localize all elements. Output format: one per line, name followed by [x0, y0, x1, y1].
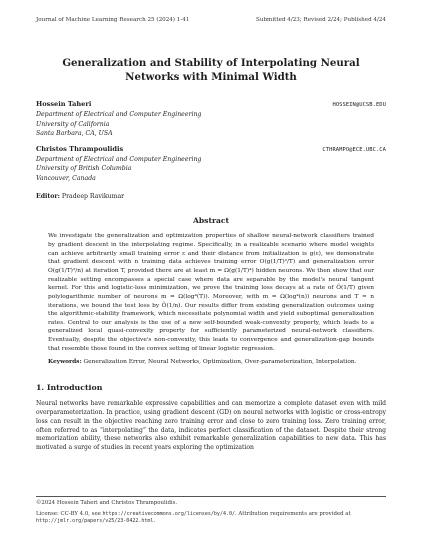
abstract-text: We investigate the generalization and optimization properties of shallow neural-network classifiers trained by gradient descent in the interpolating regime. Specifically, in a realizable scenario where model weights can achieve arbitrarily small training error ε and their distance from initialization is g(ε), we demonstrate that gradient descent with n training data achieves training error O(g(1/T)²/T) and generalization error O(g(1/T)²/n) at iteration T, provided there are at least m = Ω(g(1/T)⁴) hidden neurons. We then show that our realizable setting encompasses a special case where data are separable by the model's neural tangent kernel. For this and logistic-loss minimization, we prove the training loss decays at a rate of Õ(1/T) given polylogarithmic number of neurons m = Ω(log⁴(T)). Moreover, with m = Ω(log⁴(n)) neurons and T ≈ n iterations, we bound the test loss by Õ(1/n). Our results differ from existing generalization outcomes using the algorithmic-stability framework, which necessitate polynomial width and yield suboptimal generalization rates. Central to our analysis is the use of a new self-bounded weak-convexity property, which leads to a generalized local quasi-convexity property for sufficiently parameterized neural-network classifiers. Eventually, despite the objective's non-convexity, this leads to convergence and generalization-gap bounds that resemble those found in the convex setting of linear logistic regression.	[48, 233, 374, 352]
affiliation-line: Department of Electrical and Computer Engineering	[36, 111, 202, 119]
affiliation-line: Department of Electrical and Computer Engineering	[36, 156, 202, 164]
keywords-label: Keywords:	[48, 359, 82, 366]
author-email[interactable]: HOSSEIN@UCSB.EDU	[332, 102, 386, 108]
author-name: Christos Thrampoulidis	[36, 144, 124, 153]
editor-name: Pradeep Ravikumar	[61, 193, 125, 201]
license-end: .	[153, 518, 156, 525]
license-notice	[36, 511, 386, 526]
running-header	[36, 17, 386, 23]
author-1	[36, 100, 386, 139]
journal-info: Journal of Machine Learning Research 25 (2024) 1-41	[36, 17, 190, 23]
editor-line	[36, 193, 386, 200]
affiliation-line: Vancouver, Canada	[36, 174, 96, 182]
author-name: Hossein Taheri	[36, 100, 92, 108]
submission-dates: Submitted 4/23; Revised 2/24; Published 4/24	[256, 17, 386, 23]
page-footer	[36, 496, 386, 526]
affiliation-line: University of California	[36, 120, 110, 128]
author-block	[36, 100, 386, 183]
author-2	[36, 145, 386, 184]
license-prefix: License: CC-BY 4.0, see	[36, 510, 101, 517]
keywords-text: Generalization Error, Neural Networks, Optimization, Over-parameterization, Interpolation.	[83, 359, 357, 366]
license-link[interactable]: https://creativecommons.org/licenses/by/4.0/	[102, 510, 235, 517]
section-heading-introduction: 1. Introduction	[36, 383, 103, 393]
editor-label: Editor:	[36, 193, 60, 201]
abstract-body	[48, 232, 374, 353]
license-mid: . Attribution requirements are provided at	[235, 510, 351, 517]
affiliation-line: University of British Columbia	[36, 165, 132, 173]
author-email[interactable]: CTHRAMPO@ECE.UBC.CA	[322, 146, 386, 153]
abstract-heading: Abstract	[192, 216, 230, 226]
keywords-line	[48, 358, 374, 367]
attribution-link[interactable]: http://jmlr.org/papers/v25/23-0422.html	[36, 518, 154, 525]
introduction-text: Neural networks have remarkable expressive capabilities and can memorize a complete dataset even with mild overparameterization. In practice, using gradient descent (GD) on neural networks with logistic or cross-entropy loss can result in the objective reaching zero training error and close to zero training loss. Zero training error, often referred to as “interpolating” the data, indicates perfect classification of the dataset. Despite their strong memorization ability, these networks also exhibit remarkable generalization capabilities to new data. This has motivated a surge of studies in recent years exploring the optimization	[36, 400, 386, 452]
paper-title: Generalization and Stability of Interpolating Neural Networks with Minimal Width	[62, 57, 360, 83]
copyright-notice: ©2024 Hossein Taheri and Christos Thrampoulidis.	[36, 500, 178, 506]
affiliation-line: Santa Barbara, CA, USA	[36, 130, 113, 138]
